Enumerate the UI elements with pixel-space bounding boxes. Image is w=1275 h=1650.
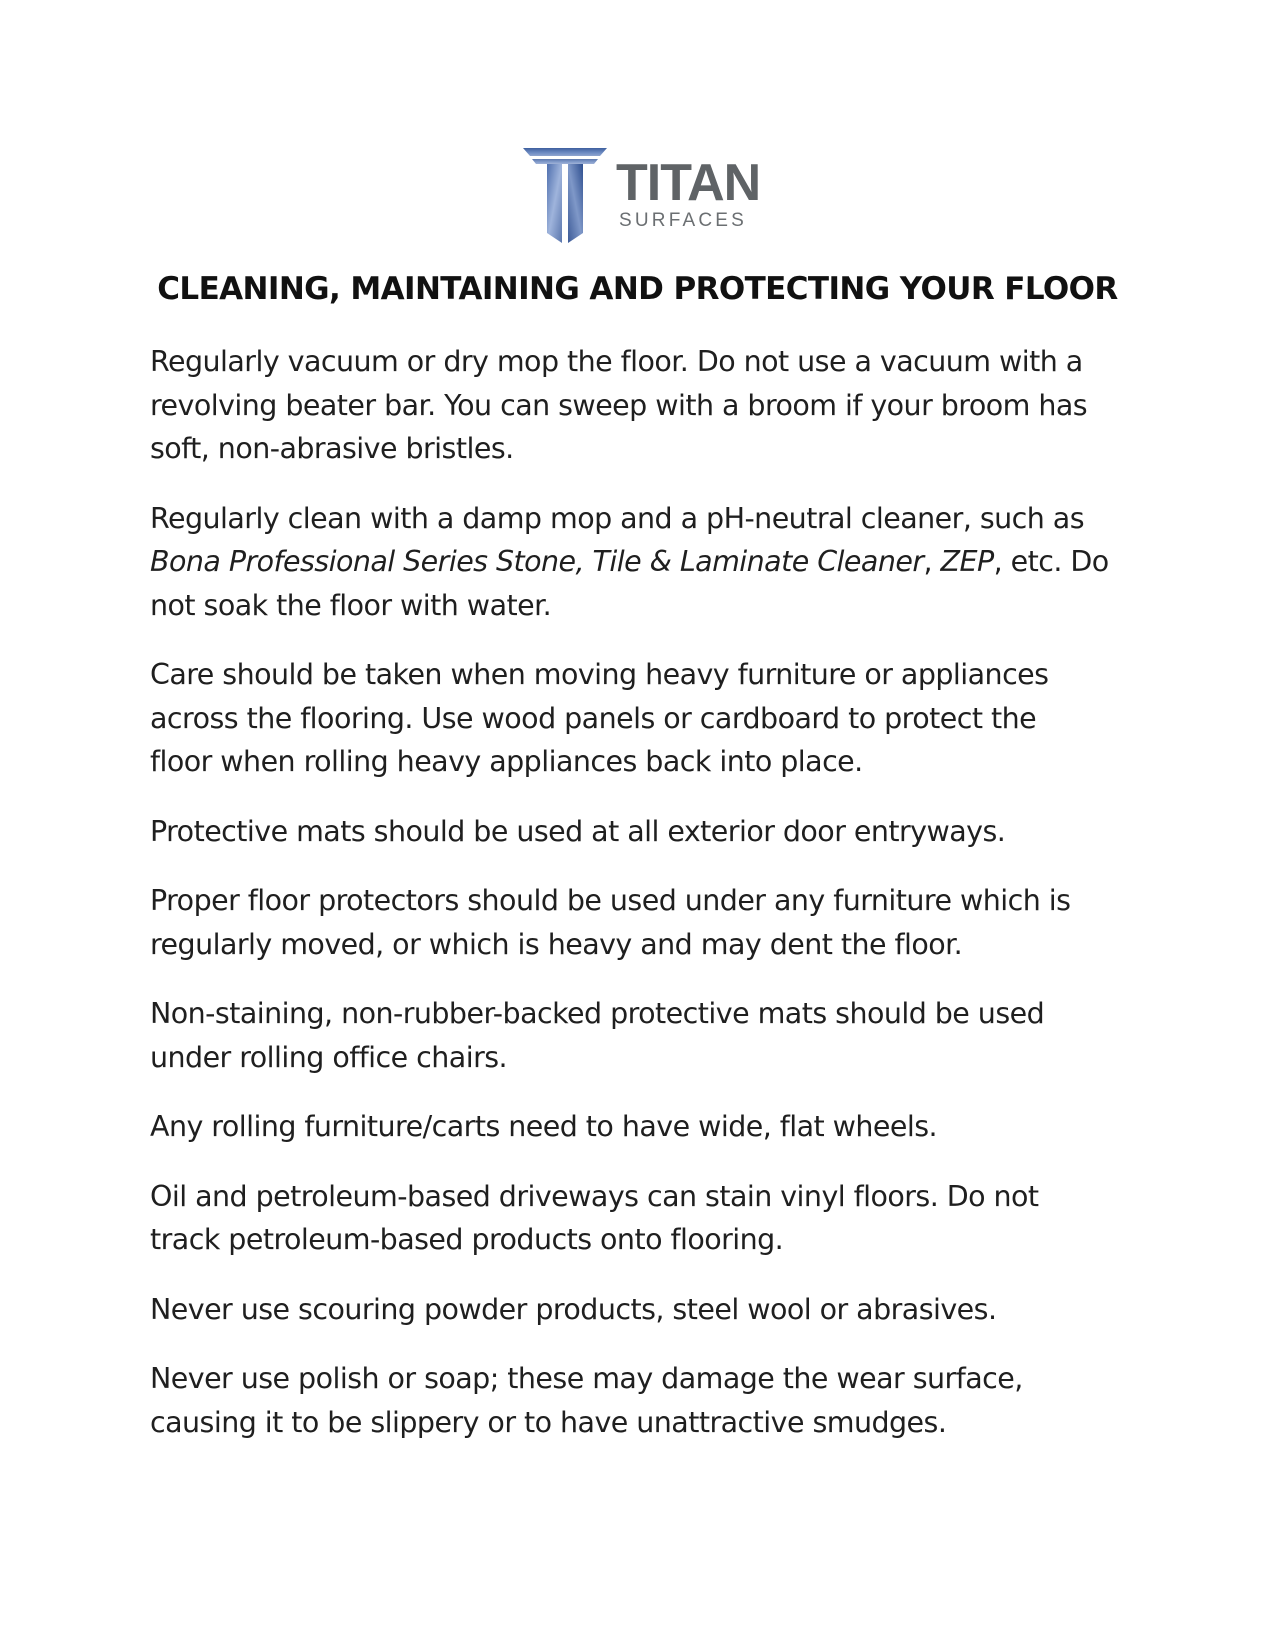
paragraph-rolling-furniture — [150, 1105, 1150, 1149]
paragraph-chair-mats — [150, 992, 1150, 1079]
logo-wordmark — [616, 154, 761, 231]
titan-surfaces-logo — [523, 147, 761, 243]
paragraph-line: under rolling office chairs. — [150, 1040, 508, 1074]
titan-t-logo-icon — [523, 147, 607, 243]
paragraph-polish-soap — [150, 1357, 1150, 1444]
paragraph-line: Proper floor protectors should be used under any furniture which is — [150, 884, 1071, 917]
logo-tagline: SURFACES — [619, 210, 748, 231]
paragraph-line: Never use scouring powder products, steel wool or abrasives. — [150, 1292, 997, 1326]
paragraph-line: revolving beater bar. You can sweep with a broom if your broom has — [150, 388, 1088, 422]
paragraph-line: not soak the floor with water. — [150, 588, 552, 622]
separator-text: , — [923, 545, 941, 578]
paragraph-line: Protective mats should be used at all exterior door entryways. — [150, 814, 1006, 848]
paragraph-floor-protectors — [150, 879, 1150, 966]
paragraph-line — [150, 540, 1150, 584]
logo-brand-name: TITAN — [616, 154, 761, 212]
paragraph-line: regularly moved, or which is heavy and may dent the floor. — [150, 927, 963, 961]
paragraph-heavy-furniture — [150, 653, 1150, 784]
page-title: CLEANING, MAINTAINING AND PROTECTING YOUR FLOOR — [157, 271, 1118, 307]
paragraph-line: Any rolling furniture/carts need to have wide, flat wheels. — [150, 1110, 938, 1143]
care-instructions — [150, 340, 1150, 1470]
paragraph-line: Never use polish or soap; these may damage the wear surface, — [150, 1362, 1023, 1395]
etc-text: , etc. Do — [993, 545, 1109, 578]
paragraph-line: floor when rolling heavy appliances back into place. — [150, 745, 863, 778]
paragraph-petroleum — [150, 1175, 1150, 1262]
paragraph-abrasives — [150, 1288, 1150, 1332]
paragraph-line: across the flooring. Use wood panels or cardboard to protect the — [150, 701, 1037, 735]
zep-product-name: ZEP — [940, 545, 994, 578]
paragraph-line: Regularly vacuum or dry mop the floor. Do not use a vacuum with a — [150, 345, 1083, 378]
cleaner-product-name: Bona Professional Series Stone, Tile & Laminate Cleaner — [150, 545, 924, 578]
paragraph-line: causing it to be slippery or to have unattractive smudges. — [150, 1405, 947, 1439]
paragraph-line: soft, non-abrasive bristles. — [150, 432, 514, 465]
paragraph-line: track petroleum-based products onto flooring. — [150, 1223, 784, 1256]
paragraph-line: Regularly clean with a damp mop and a pH-neutral cleaner, such as — [150, 501, 1085, 535]
paragraph-damp-mop — [150, 497, 1150, 628]
paragraph-line: Non-staining, non-rubber-backed protective mats should be used — [150, 997, 1045, 1030]
paragraph-line: Oil and petroleum-based driveways can stain vinyl floors. Do not — [150, 1179, 1039, 1213]
paragraph-line: Care should be taken when moving heavy furniture or appliances — [150, 658, 1049, 691]
paragraph-entry-mats — [150, 810, 1150, 854]
paragraph-vacuum — [150, 340, 1150, 471]
